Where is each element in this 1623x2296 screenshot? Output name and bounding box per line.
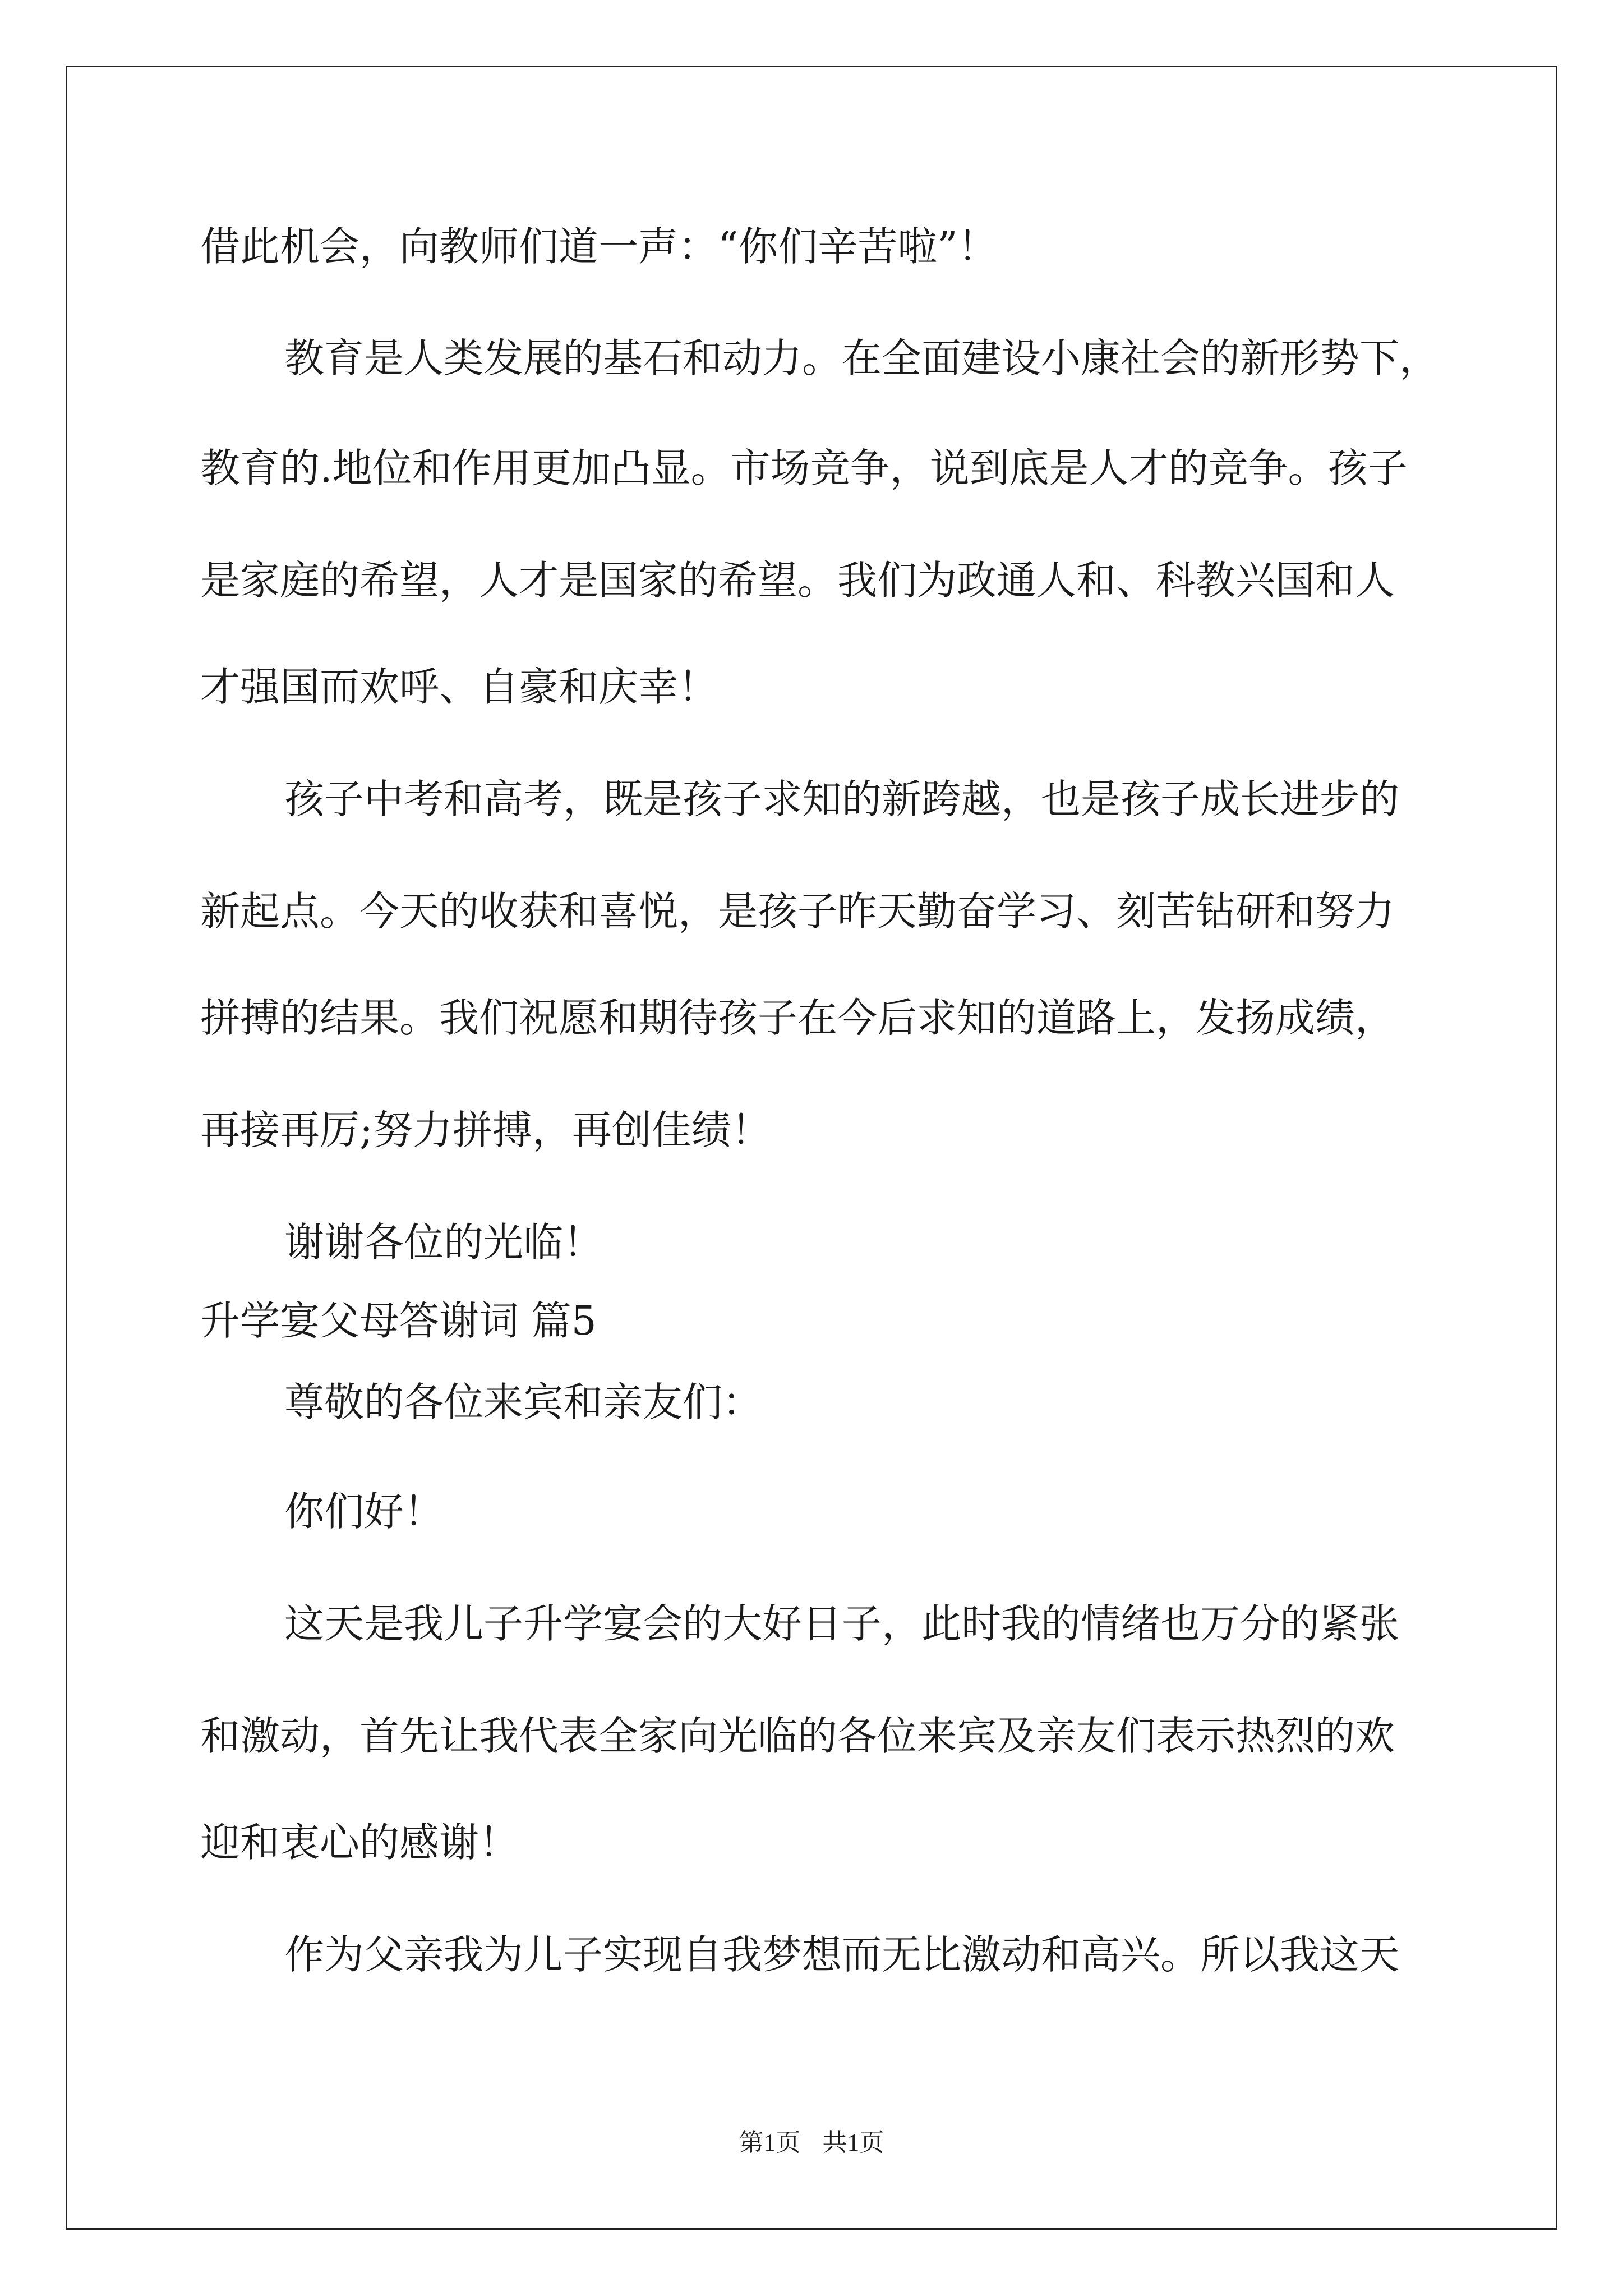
paragraph-line: 和激动，首先让我代表全家向光临的各位来宾及亲友们表示热烈的欢 xyxy=(200,1713,1395,1759)
paragraph-line: 你们好！ xyxy=(284,1488,444,1535)
page-total: 共1页 xyxy=(822,2129,884,2156)
paragraph-line: 谢谢各位的光临！ xyxy=(284,1219,603,1266)
paragraph-line: 才强国而欢呼、自豪和庆幸！ xyxy=(200,664,718,710)
paragraph-line: 新起点。今天的收获和喜悦，是孩子昨天勤奋学习、刻苦钻研和努力 xyxy=(200,888,1395,935)
paragraph-line: 是家庭的希望，人才是国家的希望。我们为政通人和、科教兴国和人 xyxy=(200,557,1395,604)
paragraph-line: 尊敬的各位来宾和亲友们： xyxy=(284,1379,763,1425)
page-number: 第1页 xyxy=(739,2129,801,2156)
paragraph-line: 借此机会，向教师们道一声：“你们辛苦啦”！ xyxy=(200,223,998,270)
paragraph-line: 孩子中考和高考，既是孩子求知的新跨越，也是孩子成长进步的 xyxy=(284,776,1400,822)
paragraph-line: 作为父亲我为儿子实现自我梦想而无比激动和高兴。所以我这天 xyxy=(284,1931,1400,1978)
paragraph-line: 教育的.地位和作用更加凸显。市场竞争，说到底是人才的竞争。孩子 xyxy=(200,445,1408,491)
paragraph-line: 教育是人类发展的基石和动力。在全面建设小康社会的新形势下， xyxy=(284,335,1440,381)
paragraph-line: 再接再厉;努力拼搏，再创佳绩！ xyxy=(200,1107,771,1153)
section-heading: 升学宴父母答谢词 篇5 xyxy=(200,1297,597,1344)
paragraph-line: 迎和衷心的感谢！ xyxy=(200,1819,519,1866)
paragraph-line: 拼搏的结果。我们祝愿和期待孩子在今后求知的道路上，发扬成绩， xyxy=(200,995,1395,1041)
page-footer xyxy=(0,2126,1623,2160)
paragraph-line: 这天是我儿子升学宴会的大好日子，此时我的情绪也万分的紧张 xyxy=(284,1600,1400,1647)
